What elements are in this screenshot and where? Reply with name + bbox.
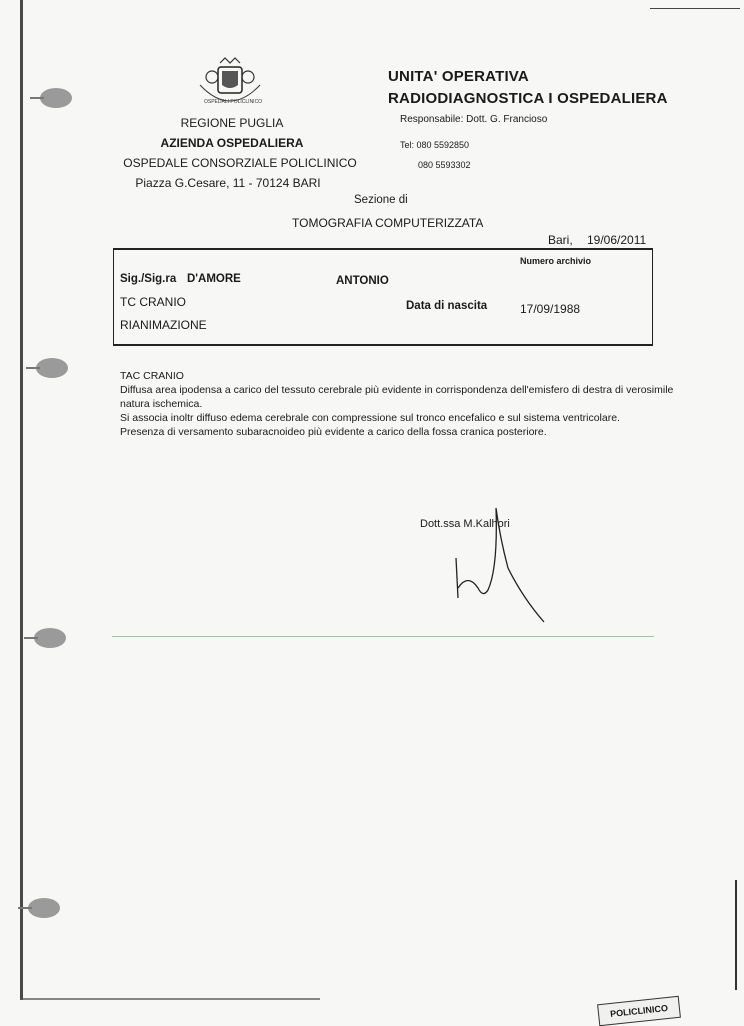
top-edge-line — [650, 8, 740, 9]
page-edge-shadow — [20, 0, 23, 1000]
patient-surname: D'AMORE — [187, 273, 241, 285]
section-label: Sezione di — [354, 194, 408, 206]
hospital-name: OSPEDALE CONSORZIALE POLICLINICO — [123, 156, 357, 170]
punch-hole-4 — [28, 898, 60, 918]
punch-hole-2 — [36, 358, 68, 378]
punch-hole-3 — [34, 628, 66, 648]
report-date: 19/06/2011 — [587, 233, 647, 247]
report-line-4: Presenza di versamento subaracnoideo più evidente a carico della fossa cranica posteriore. — [120, 426, 547, 438]
unit-title-line1: UNITA' OPERATIVA — [388, 68, 529, 85]
unit-title-line2: RADIODIAGNOSTICA I OSPEDALIERA — [388, 90, 668, 107]
agency-name: AZIENDA OSPEDALIERA — [160, 136, 304, 150]
unit-responsible: Responsabile: Dott. G. Francioso — [400, 114, 548, 125]
hospital-seal-logo — [190, 55, 270, 110]
birth-date-value: 17/09/1988 — [520, 302, 581, 316]
bottom-edge-line — [20, 998, 320, 1000]
report-title: TAC CRANIO — [120, 370, 184, 382]
handwritten-signature — [448, 498, 552, 628]
report-line-3: Si associa inoltr diffuso edema cerebrale con compressione sul tronco encefalico e sul sistema ventricolare. — [120, 412, 620, 424]
policlinico-stamp: POLICLINICO — [597, 996, 681, 1026]
region-name: REGIONE PUGLIA — [180, 116, 284, 130]
unit-phone-1: Tel: 080 5592850 — [400, 140, 470, 150]
separator-line — [112, 636, 654, 637]
section-name: TOMOGRAFIA COMPUTERIZZATA — [292, 216, 484, 230]
hospital-address: Piazza G.Cesare, 11 - 70124 BARI — [135, 176, 321, 190]
seal-text: OSPEDALI POLICLINICO — [204, 99, 263, 105]
birth-date-label: Data di nascita — [406, 300, 488, 312]
ward-name: RIANIMAZIONE — [120, 318, 207, 332]
report-line-1: Diffusa area ipodensa a carico del tessuto cerebrale più evidente in corrispondenza dell'emisfero di destra di verosimile — [120, 384, 674, 396]
exam-type: TC CRANIO — [120, 295, 186, 309]
report-line-2: natura ischemica. — [120, 398, 203, 410]
punch-hole-1 — [40, 88, 72, 108]
right-edge-line — [735, 880, 737, 990]
patient-name: ANTONIO — [336, 275, 389, 287]
unit-phone-2: 080 5593302 — [418, 160, 471, 170]
salutation: Sig./Sig.ra — [120, 273, 177, 285]
archive-number-label: Numero archivio — [520, 256, 592, 266]
date-place: Bari, — [548, 233, 573, 247]
doctor-name: Dott.ssa M.Kalhori — [420, 518, 510, 530]
